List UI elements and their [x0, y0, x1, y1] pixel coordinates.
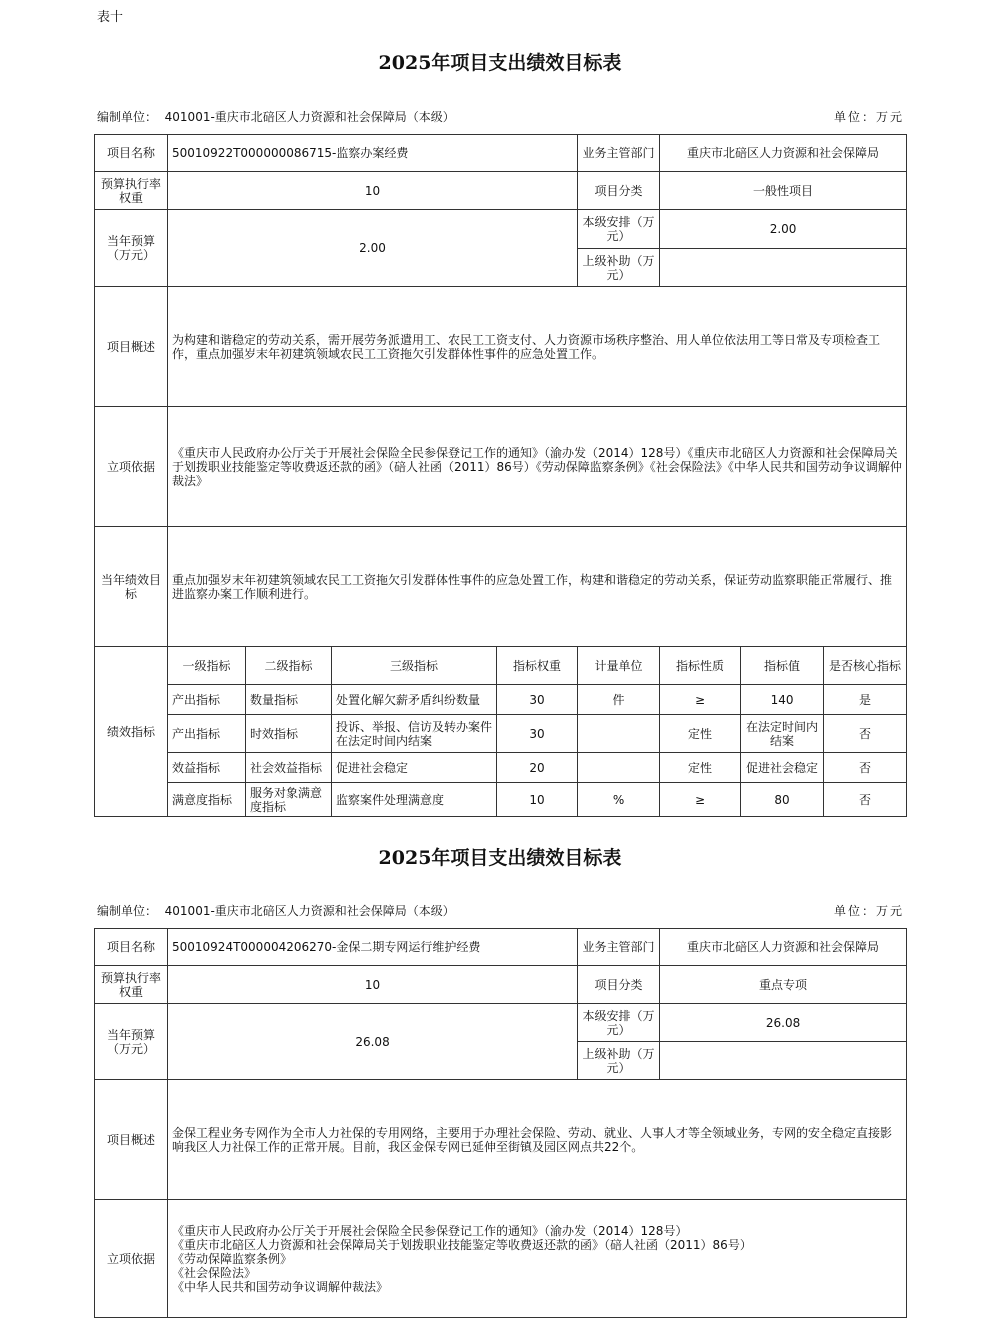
local-value: 2.00	[660, 210, 907, 249]
indicator-header: 二级指标	[246, 647, 332, 685]
label-basis: 立项依据	[95, 407, 168, 527]
indicator-cell: 定性	[660, 753, 741, 783]
overview-value: 为构建和谐稳定的劳动关系，需开展劳务派遣用工、农民工工资支付、人力资源市场秩序整治、用人单位依法用工等日常及专项检查工作，重点加强岁末年初建筑领域农民工工资拖欠引发群体性事件的应急处置工作。	[168, 287, 907, 407]
indicator-cell: ≥	[660, 783, 741, 817]
label-weight: 预算执行率权重	[95, 966, 168, 1004]
indicator-cell: 产出指标	[168, 715, 246, 753]
indicator-cell: 定性	[660, 715, 741, 753]
label-overview: 项目概述	[95, 287, 168, 407]
indicator-header: 一级指标	[168, 647, 246, 685]
upper-value	[660, 1042, 907, 1080]
indicator-header: 指标值	[741, 647, 824, 685]
indicator-cell: 时效指标	[246, 715, 332, 753]
overview-value: 金保工程业务专网作为全市人力社保的专用网络，主要用于办理社会保险、劳动、就业、人事人才等全领域业务，专网的安全稳定直接影响我区人力社保工作的正常开展。目前，我区金保专网已延伸至街镇及园区网点共22个。	[168, 1080, 907, 1200]
label-project-name: 项目名称	[95, 929, 168, 966]
label-upper: 上级补助（万元）	[578, 1042, 660, 1080]
label-dept: 业务主管部门	[578, 929, 660, 966]
indicator-header: 三级指标	[332, 647, 497, 685]
label-category: 项目分类	[578, 966, 660, 1004]
local-value: 26.08	[660, 1004, 907, 1042]
weight-value: 10	[168, 966, 578, 1004]
indicator-cell: 否	[824, 783, 907, 817]
project-name-value: 50010924T000004206270-金保二期专网运行维护经费	[168, 929, 578, 966]
basis-value: 《重庆市人民政府办公厅关于开展社会保险全民参保登记工作的通知》（渝办发（2014）128号）《重庆市北碚区人力资源和社会保障局关于划拨职业技能鉴定等收费返还款的函》（碚人社函（2011）86号）《劳动保障监察条例》《社会保险法》《中华人民共和国劳动争议调解仲裁法》	[168, 407, 907, 527]
label-budget: 当年预算（万元）	[95, 1004, 168, 1080]
label-overview: 项目概述	[95, 1080, 168, 1200]
indicator-cell: 产出指标	[168, 685, 246, 715]
indicator-cell: 20	[497, 753, 578, 783]
indicator-cell: 30	[497, 715, 578, 753]
budget-value: 2.00	[168, 210, 578, 287]
indicator-header: 计量单位	[578, 647, 660, 685]
indicator-cell: 否	[824, 753, 907, 783]
label-basis: 立项依据	[95, 1200, 168, 1318]
label-project-name: 项目名称	[95, 135, 168, 172]
basis-line: 《社会保险法》	[172, 1265, 257, 1280]
category-value: 重点专项	[660, 966, 907, 1004]
indicator-cell: 促进社会稳定	[332, 753, 497, 783]
indicator-cell: 促进社会稳定	[741, 753, 824, 783]
basis-line: 《中华人民共和国劳动争议调解仲裁法》	[172, 1279, 389, 1294]
indicator-cell: 满意度指标	[168, 783, 246, 817]
indicator-cell: 效益指标	[168, 753, 246, 783]
indicator-cell: 在法定时间内结案	[741, 715, 824, 753]
indicator-row	[95, 715, 907, 753]
basis-line: 《劳动保障监察条例》	[172, 1251, 293, 1266]
label-goal: 当年绩效目标	[95, 527, 168, 647]
indicator-cell: 社会效益指标	[246, 753, 332, 783]
basis-line: 《重庆市人民政府办公厅关于开展社会保险全民参保登记工作的通知》（渝办发（2014）128号）	[172, 1223, 688, 1238]
project-name-value: 50010922T000000086715-监察办案经费	[168, 135, 578, 172]
weight-value: 10	[168, 172, 578, 210]
indicator-cell	[578, 753, 660, 783]
table2	[94, 928, 907, 1318]
page-tag: 表十	[97, 10, 124, 25]
category-value: 一般性项目	[660, 172, 907, 210]
label-budget: 当年预算（万元）	[95, 210, 168, 287]
indicator-cell: ≥	[660, 685, 741, 715]
upper-value	[660, 249, 907, 287]
indicator-cell: 是	[824, 685, 907, 715]
table1	[94, 134, 907, 817]
label-category: 项目分类	[578, 172, 660, 210]
label-weight: 预算执行率权重	[95, 172, 168, 210]
indicator-cell: 140	[741, 685, 824, 715]
indicator-cell: 监察案件处理满意度	[332, 783, 497, 817]
goal-value: 重点加强岁末年初建筑领域农民工工资拖欠引发群体性事件的应急处置工作，构建和谐稳定的劳动关系，保证劳动监察职能正常履行、推进监察办案工作顺利进行。	[168, 527, 907, 647]
table2-title: 2025年项目支出绩效目标表	[378, 847, 622, 869]
label-indicators: 绩效指标	[95, 647, 168, 817]
label-local: 本级安排（万元）	[578, 1004, 660, 1042]
label-dept: 业务主管部门	[578, 135, 660, 172]
table2-currency: 单位：万元	[833, 904, 904, 918]
label-local: 本级安排（万元）	[578, 210, 660, 249]
basis-value	[168, 1200, 907, 1318]
indicator-cell: 投诉、举报、信访及转办案件在法定时间内结案	[332, 715, 497, 753]
table1-unit: 编制单位： 401001-重庆市北碚区人力资源和社会保障局（本级）	[97, 110, 455, 124]
indicator-cell: 80	[741, 783, 824, 817]
indicator-cell: 30	[497, 685, 578, 715]
indicator-cell: %	[578, 783, 660, 817]
table1-title: 2025年项目支出绩效目标表	[378, 52, 622, 74]
indicator-row	[95, 753, 907, 783]
budget-value: 26.08	[168, 1004, 578, 1080]
dept-value: 重庆市北碚区人力资源和社会保障局	[660, 135, 907, 172]
indicator-cell: 件	[578, 685, 660, 715]
indicator-header: 指标权重	[497, 647, 578, 685]
indicator-cell: 服务对象满意度指标	[246, 783, 332, 817]
label-upper: 上级补助（万元）	[578, 249, 660, 287]
indicator-header: 指标性质	[660, 647, 741, 685]
indicator-row	[95, 685, 907, 715]
basis-line: 《重庆市北碚区人力资源和社会保障局关于划拨职业技能鉴定等收费返还款的函》（碚人社函（2011）86号）	[172, 1237, 752, 1252]
indicator-cell	[578, 715, 660, 753]
dept-value: 重庆市北碚区人力资源和社会保障局	[660, 929, 907, 966]
indicator-cell: 处置化解欠薪矛盾纠纷数量	[332, 685, 497, 715]
indicator-header: 是否核心指标	[824, 647, 907, 685]
indicator-row	[95, 783, 907, 817]
table1-currency: 单位：万元	[833, 110, 904, 124]
indicator-cell: 数量指标	[246, 685, 332, 715]
indicator-cell: 否	[824, 715, 907, 753]
table2-unit: 编制单位： 401001-重庆市北碚区人力资源和社会保障局（本级）	[97, 904, 455, 918]
indicator-cell: 10	[497, 783, 578, 817]
